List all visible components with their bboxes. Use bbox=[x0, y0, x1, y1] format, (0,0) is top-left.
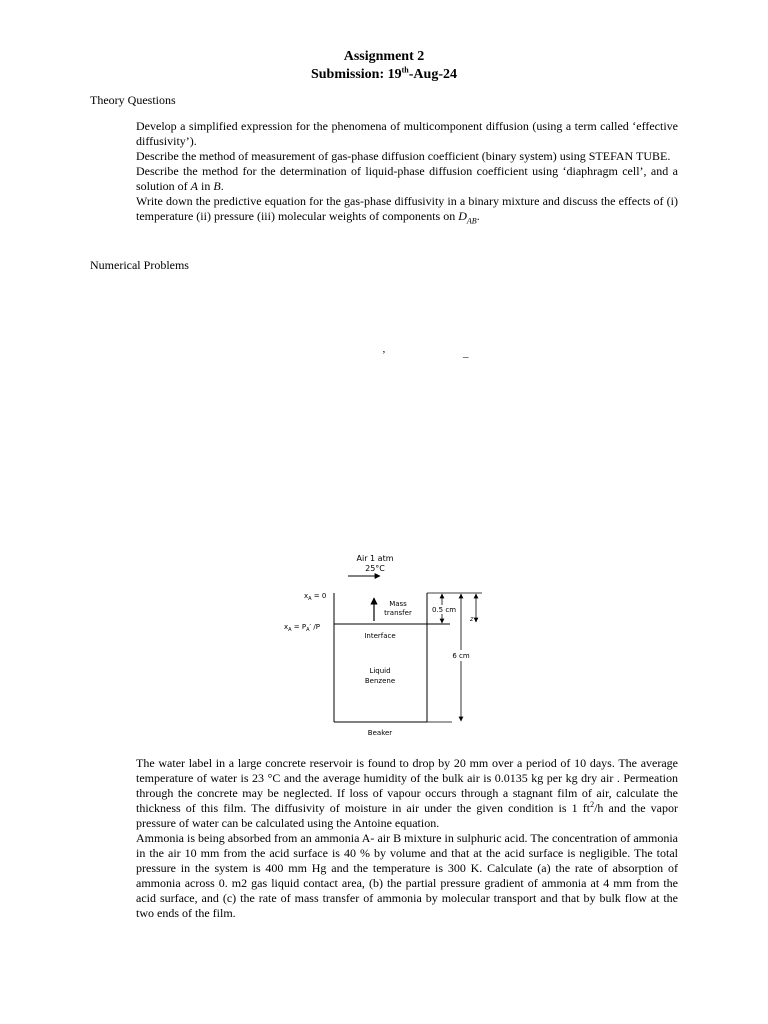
air-label: Air 1 atm bbox=[356, 554, 394, 563]
numerical-problems-list bbox=[136, 756, 678, 921]
theory-question-1: Develop a simplified expression for the phenomena of multicomponent diffusion (using a term called ‘effective diffusivity’). bbox=[136, 119, 678, 148]
dim-z-label: z bbox=[470, 616, 474, 623]
liquid-label: Liquid bbox=[369, 667, 391, 675]
theory-question-4: Write down the predictive equation for the gas-phase diffusivity in a binary mixture and discuss the effects of (i) temperature (ii) pressure (iii) molecular weights of components on $D_{AB}$. bbox=[136, 194, 678, 226]
interface-label: Interface bbox=[364, 632, 396, 640]
theory-questions-heading: Theory Questions bbox=[90, 93, 176, 107]
theory-questions-list bbox=[136, 119, 678, 224]
liquid-label: Benzene bbox=[364, 677, 396, 685]
submission-date: Submission: 19th-Aug-24 bbox=[310, 65, 457, 82]
beaker-label: Beaker bbox=[367, 729, 393, 737]
stray-mark: ’ bbox=[382, 349, 386, 361]
numerical-problem-2: Ammonia is being absorbed from an ammonia A- air B mixture in sulphuric acid. The concentration of ammonia in the air 10 mm from the acid surface is 40 % by volume and that at the acid surface is negligible. The total pressure in the system is 400 mm Hg and the temperature is 300 K. Calculate (a) the rate of absorption of ammonia across 0. m2 gas liquid contact area, (b) the partial pressure gradient of ammonia at 4 mm from the acid surface, and (c) the rate of mass transfer of ammonia by molecular transport and that by bulk flow at the two ends of the film. bbox=[136, 831, 678, 920]
numerical-problems-heading: Numerical Problems bbox=[90, 258, 189, 272]
dim-small-label: 0.5 cm bbox=[431, 606, 457, 614]
dim-large-label: 6 cm bbox=[452, 652, 470, 660]
temperature-label: 25°C bbox=[365, 564, 385, 573]
numerical-problem-1: The water label in a large concrete reservoir is found to drop by 20 mm over a period of 10 days. The average temperature of water is 23 °C and the average humidity of the bulk air is 0.0135 kg per kg dry air . Permeation through the concrete may be neglected. If loss of vapour occurs through a stagnant film of air, calculate the thickness of this film. The diffusivity of moisture in air under the given condition is 1 $ft^2/h$ and the vapor pressure of water can be calculated using the Antoine equation. bbox=[136, 756, 678, 830]
theory-question-3: Describe the method for the determination of liquid-phase diffusion coefficient using ‘diaphragm cell’, and a solution of A in B. bbox=[136, 164, 678, 193]
mass-transfer-label: transfer bbox=[384, 609, 412, 617]
beaker-diagram bbox=[270, 545, 500, 745]
assignment-title: Assignment 2 bbox=[343, 49, 425, 64]
mass-transfer-label: Mass bbox=[389, 600, 407, 608]
theory-question-2: Describe the method of measurement of gas-phase diffusion coefficient (binary system) using STEFAN TUBE. bbox=[136, 149, 671, 163]
stray-mark: – bbox=[463, 351, 469, 363]
xa-top-label: $x_A = 0$ bbox=[304, 592, 327, 602]
xa-interface-label: $x_A = P_A'$ /P bbox=[284, 623, 320, 633]
